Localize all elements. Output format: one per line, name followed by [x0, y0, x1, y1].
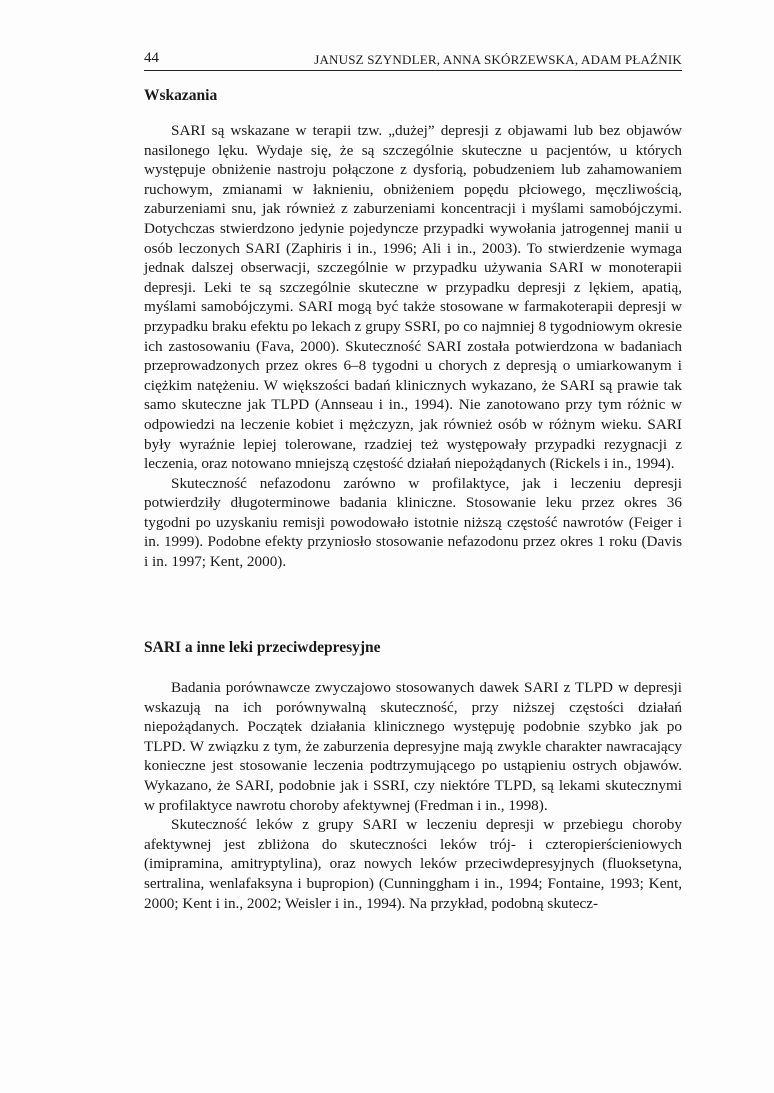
paragraph: Badania porównawcze zwyczajowo stosowanych dawek SARI z TLPD w depresji wskazują na ich porównywalną skuteczność, przy niższej częstości działań niepożądanych. Początek działania klinicznego występuję podobnie szybko jak po TLPD. W związku z tym, że zaburzenia depresyjne mają zwykle charakter nawracający konieczne jest stosowanie leczenia podtrzymującego po ustąpieniu ostrych objawów. Wykazano, że SARI, podobnie jak i SSRI, czy niektóre TLPD, są lekami skutecznymi w profilaktyce nawrotu choroby afektywnej (Fredman i in., 1998). [144, 679, 682, 814]
section-title-wskazania: Wskazania [144, 87, 218, 104]
section-title-sari-comparison: SARI a inne leki przeciwdepresyjne [144, 639, 381, 656]
paragraph: Skuteczność leków z grupy SARI w leczeniu depresji w przebiegu choroby afektywnej jest zbliżona do skuteczności leków trój- i czteropierścieniowych (imipramina, amitryptylina), oraz nowych leków przeciwdepresyjnych (fluoksetyna, sertralina, wenlafaksyna i bupropion) (Cunninggham i in., 1994; Fontaine, 1993; Kent, 2000; Kent i in., 2002; Weisler i in., 1994). Na przykład, podobną skutecz- [144, 816, 682, 912]
page-number: 44 [144, 50, 159, 66]
section-body-sari-comparison [144, 678, 682, 913]
running-header-authors: JANUSZ SZYNDLER, ANNA SKÓRZEWSKA, ADAM PŁAŹNIK [314, 52, 682, 67]
paragraph: Skuteczność nefazodonu zarówno w profilaktyce, jak i leczeniu depresji potwierdziły długoterminowe badania kliniczne. Stosowanie leku przez okres 36 tygodni po uzyskaniu remisji powodowało istotnie niższą częstość nawrotów (Feiger i in. 1999). Podobne efekty przyniosło stosowanie nefazodonu przez okres 1 roku (Davis i in. 1997; Kent, 2000). [144, 474, 682, 571]
paragraph: SARI są wskazane w terapii tzw. „dużej” depresji z objawami lub bez objawów nasilonego lęku. Wydaje się, że są szczególnie skuteczne u pacjentów, u których występuje obniżenie nastroju połączone z dysforią, pobudzeniem lub zahamowaniem ruchowym, zmianami w łaknieniu, obniżeniem popędu płciowego, męczliwością, zaburzeniami snu, jak również z zaburzeniami koncentracji i myślami samobójczymi. Dotychczas stwierdzono jedynie pojedyncze przypadki wywołania jatrogennej manii u osób leczonych SARI (Zaphiris i in., 1996; Ali i in., 2003). To stwierdzenie wymaga jednak dalszej obserwacji, szczególnie w przypadku używania SARI w monoterapii depresji. Leki te są szczególnie skuteczne w przypadku depresji z lękiem, apatią, myślami samobójczymi. SARI mogą być także stosowane w farmakoterapii depresji w przypadku braku efektu po lekach z grupy SSRI, po co najmniej 8 tygodniowym okresie ich zastosowaniu (Fava, 2000). Skuteczność SARI została potwierdzona w badaniach przeprowadzonych przez okres 6–8 tygodni u chorych z depresją o umiarkowanym i ciężkim natężeniu. W większości badań klinicznych wykazano, że SARI są prawie tak samo skuteczne jak TLPD (Annseau i in., 1994). Nie zanotowano przy tym różnic w odpowiedzi na leczenie kobiet i mężczyzn, jak również osób w różnym wieku. SARI były wyraźnie lepiej tolerowane, rzadziej też występowały przypadki rezygnacji z leczenia, oraz notowano mniejszą częstość działań niepożądanych (Rickels i in., 1994). [144, 122, 682, 473]
running-header [144, 48, 682, 71]
section-body-wskazania [144, 121, 682, 572]
